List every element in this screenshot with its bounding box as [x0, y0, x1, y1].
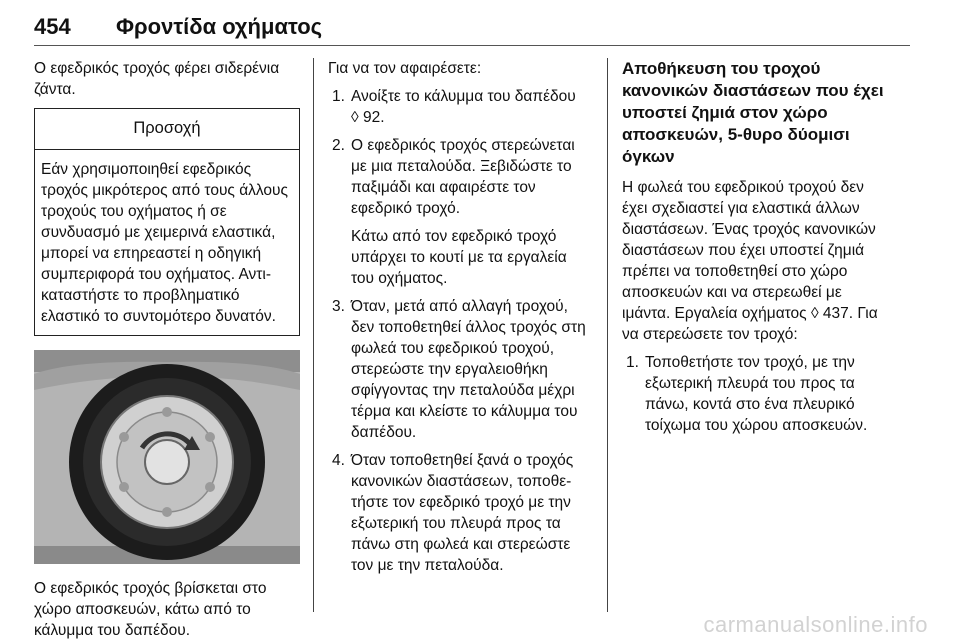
column-divider [607, 58, 608, 612]
list-item: 2. Ο εφεδρικός τροχός στερεώνεται με μια πεταλούδα. Ξεβιδώστε το παξιμάδι και αφαιρέστε τον εφεδρικό τροχό. Κάτω από τον εφεδρικό τροχό υπάρχει το κουτί με τα εργαλεία του οχήματος. [328, 135, 593, 289]
removal-intro: Για να τον αφαιρέσετε: [328, 60, 482, 77]
section-paragraph: Η φωλεά του εφεδρικού τροχού δεν έχει σχεδιαστεί για ελαστικά άλλων διαστάσεων. Ένας τροχός κανονικών διαστάσεων που έχει υποστεί ζημιά πρέπει να τοποθετηθεί στο χώρο αποσκευών και να στερεωθεί με ιμάντα. Εργαλεία οχήματος ◊ 437. Για να στερεώσετε τον τροχό: [622, 179, 878, 343]
column-left [34, 58, 300, 641]
section-heading: Αποθήκευση του τροχού κανονικών διαστάσεων που έχει υποστεί ζημιά στον χώρο αποσκευών, 5-θυρο δύομισι όγκων [622, 59, 884, 166]
watermark: carmanualsonline.info [703, 612, 928, 637]
securing-steps [622, 352, 890, 436]
removal-steps [328, 86, 593, 576]
step-note: Κάτω από τον εφεδρικό τροχό υπάρχει το κουτί με τα εργαλεία του οχήματος. [351, 228, 567, 287]
intro-text: Ο εφεδρικός τροχός φέρει σιδερένια ζάντα. [34, 60, 280, 98]
page-reference: ◊ 92. [351, 109, 385, 126]
list-item: 1. Ανοίξτε το κάλυμμα του δαπέδου ◊ 92. [332, 88, 576, 126]
warning-box [34, 108, 300, 336]
column-middle [328, 58, 593, 583]
column-right [622, 58, 890, 443]
page-header [34, 14, 322, 40]
column-divider [313, 58, 314, 612]
spare-wheel-figure [34, 350, 300, 564]
list-item: 4. Όταν τοποθετηθεί ξανά ο τροχός κανονικών διαστάσεων, τοποθετήστε τον εφεδρικό τροχό με την εξωτερική του πλευρά προς τα πάνω στη φωλεά και στερεώστε τον με την πεταλούδα. [332, 452, 574, 574]
warning-text: Εάν χρησιμοποιηθεί εφεδρικός τροχός μικρότερος από τους άλλους τροχούς του οχήματος ή σε συνδυασμό με χειμερινά ελαστικά, μπορεί να επηρεαστεί η οδηγική συμπεριφορά του οχήματος. Αντικαταστήστε το προβληματικό ελαστικό το συντομότερο δυνατόν. [41, 161, 289, 325]
page-number: 454 [34, 14, 71, 39]
section-title: Φροντίδα οχήματος [116, 14, 323, 39]
spare-wheel-illustration [34, 350, 300, 564]
header-rule [34, 45, 910, 46]
list-item: 3. Όταν, μετά από αλλαγή τροχού, δεν τοποθετηθεί άλλος τροχός στη φωλεά του εφεδρικού τροχού, στερεώστε την εργαλειοθήκη σφίγγοντας την πεταλούδα μέχρι τέρμα και κλείστε το κάλυμμα του δαπέδου. [332, 298, 586, 441]
warning-title: Προσοχή [35, 109, 299, 150]
list-item: 1. Τοποθετήστε τον τροχό, με την εξωτερική πλευρά του προς τα πάνω, κοντά στο ένα πλευρικό τοίχωμα του χώρου αποσκευών. [626, 354, 868, 434]
figure-caption: Ο εφεδρικός τροχός βρίσκεται στο χώρο αποσκευών, κάτω από το κάλυμμα του δαπέδου. [34, 580, 267, 639]
